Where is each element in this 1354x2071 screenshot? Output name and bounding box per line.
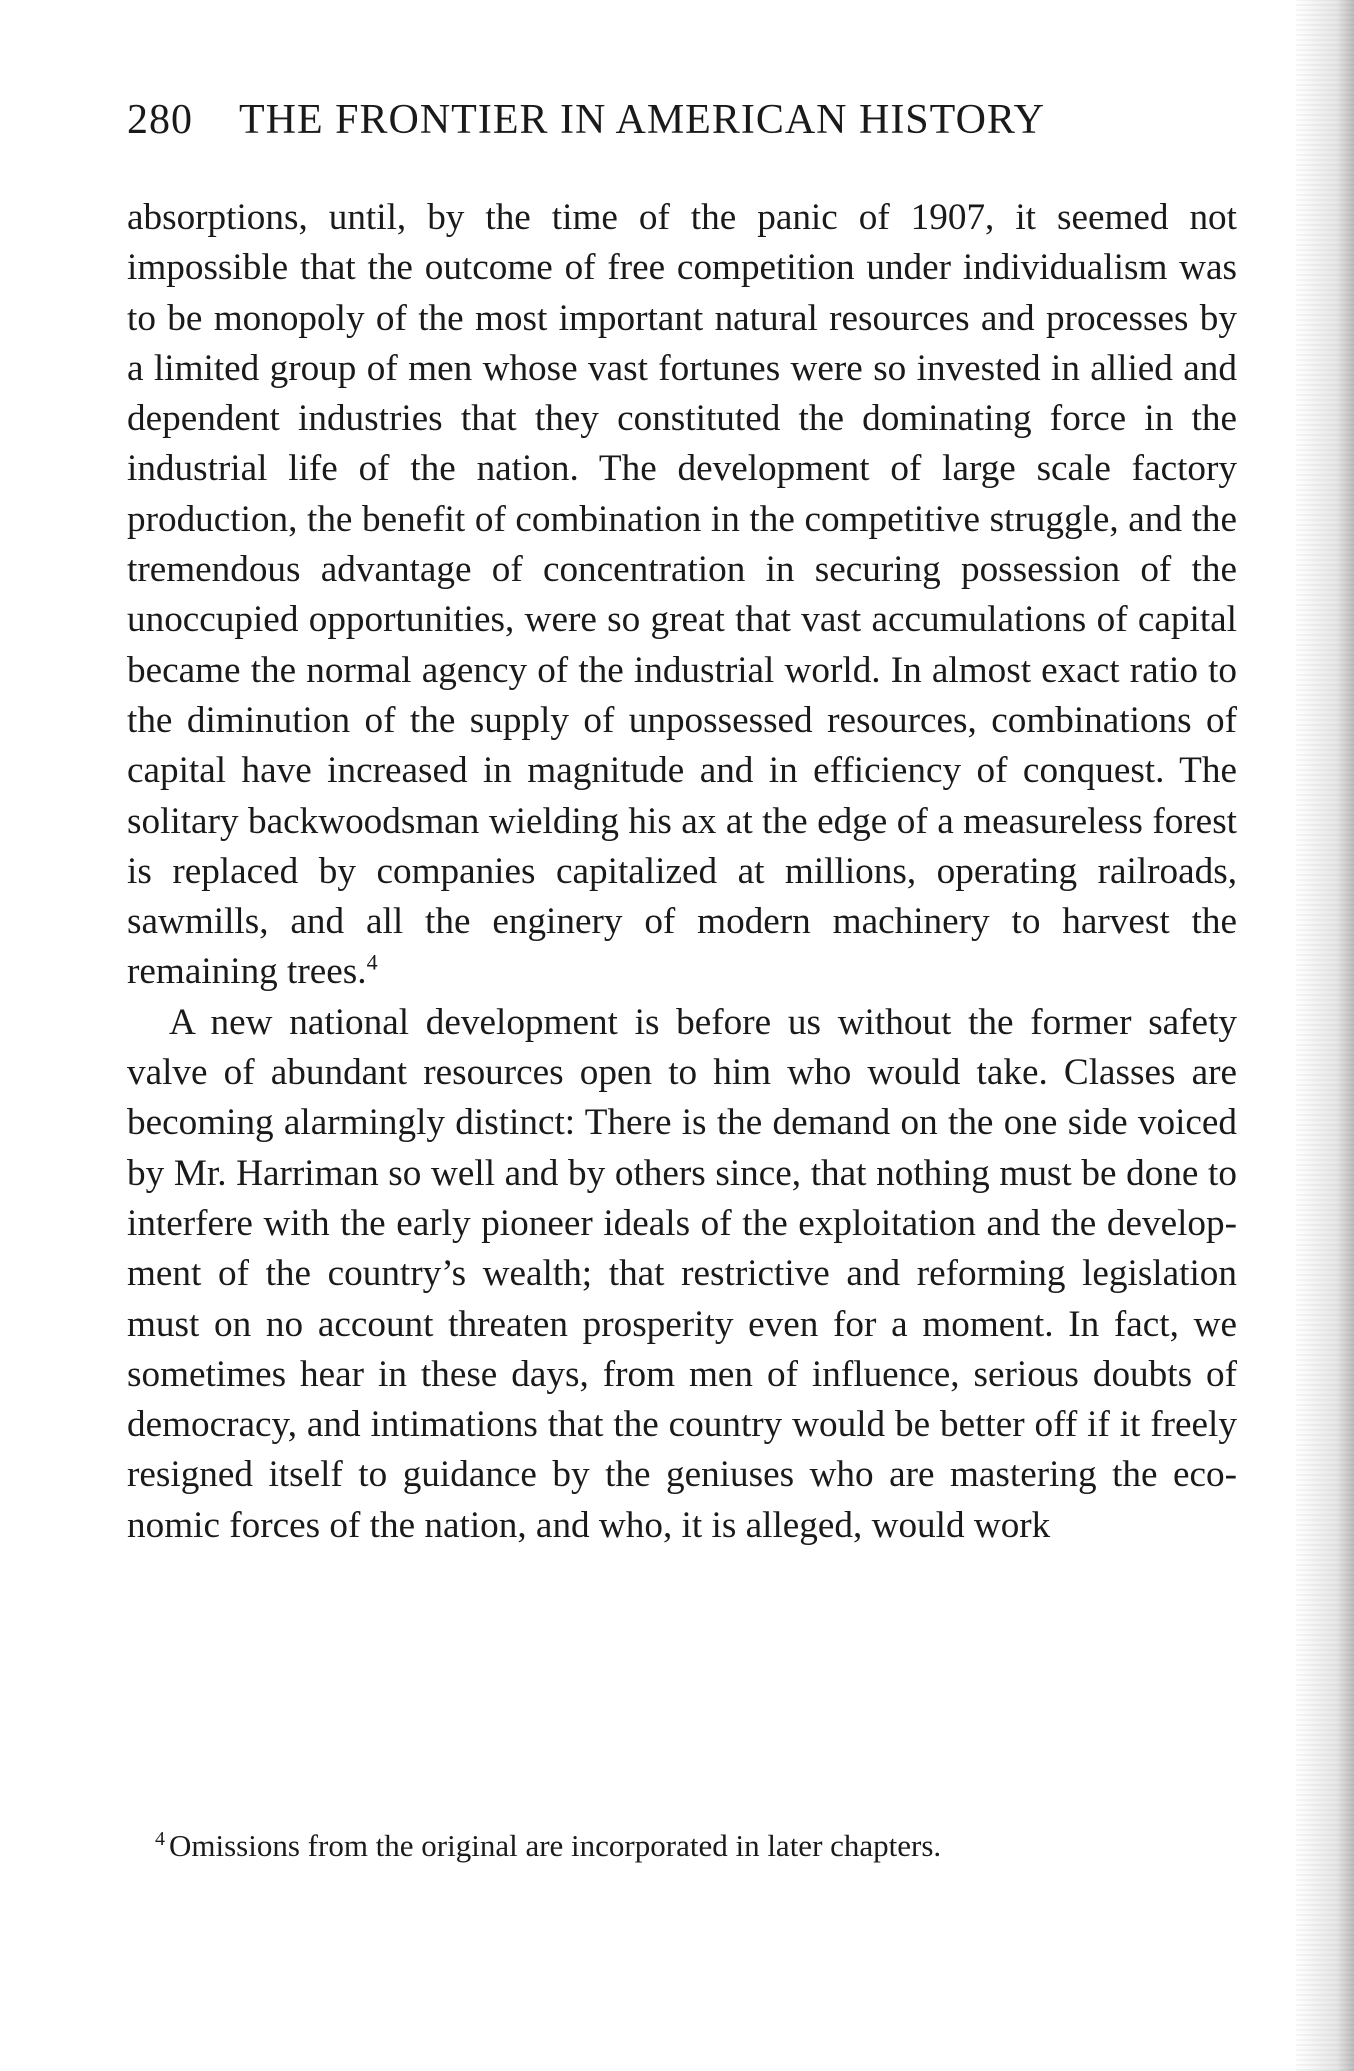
paragraph — [127, 193, 1237, 998]
body-text — [127, 193, 1237, 1551]
page-number: 280 — [127, 97, 193, 143]
paragraph — [127, 998, 1237, 1551]
paragraph-text: absorptions, until, by the time of the panic of 1907, it seemed not impossible that the outcome of free competition under individualism was to be monopoly of the most important natural resources and processes by a limited group of men whose vast fortunes were so invested in allied and dependent industries that they constituted the dominating force in the industrial life of the nation. The development of large scale factory production, the benefit of combination in the competitive struggle, and the tremendous advantage of concentration in securing possession of the unoccupied opportunities, were so great that vast accumulations of capital became the normal agency of the industrial world. In almost exact ratio to the diminution of the supply of unpossessed resources, combinations of capital have increased in magnitude and in efficiency of conquest. The solitary backwoodsman wielding his ax at the edge of a measureless forest is replaced by companies capitalized at millions, operating railroads, sawmills, and all the enginery of modern machinery to harvest the remaining trees. — [127, 197, 1237, 993]
footnote-text: Omissions from the original are incorporated in later chapters. — [169, 1828, 942, 1863]
page-edge-shadow — [1296, 0, 1354, 2071]
footnote — [127, 1826, 1237, 1866]
footnote-mark: 4 — [155, 1827, 165, 1850]
running-header — [127, 96, 1247, 144]
paragraph-text: A new national development is before us without the former safety valve of abundant resources open to him who would take. Classes are becoming alarmingly distinct: There is the demand on the one side voiced by Mr. Harriman so well and by others since, that nothing must be done to interfere with the early pioneer ideals of the exploitation and the development of the country’s wealth; that restrictive and reforming legislation must on no account threaten prosperity even for a moment. In fact, we sometimes hear in these days, from men of influence, serious doubts of democracy, and intimations that the country would be better off if it freely resigned itself to guidance by the geniuses who are mastering the economic forces of the nation, and who, it is alleged, would work — [127, 1001, 1237, 1546]
footnote-reference: 4 — [366, 950, 378, 976]
running-title: THE FRONTIER IN AMERICAN HISTORY — [239, 97, 1045, 143]
